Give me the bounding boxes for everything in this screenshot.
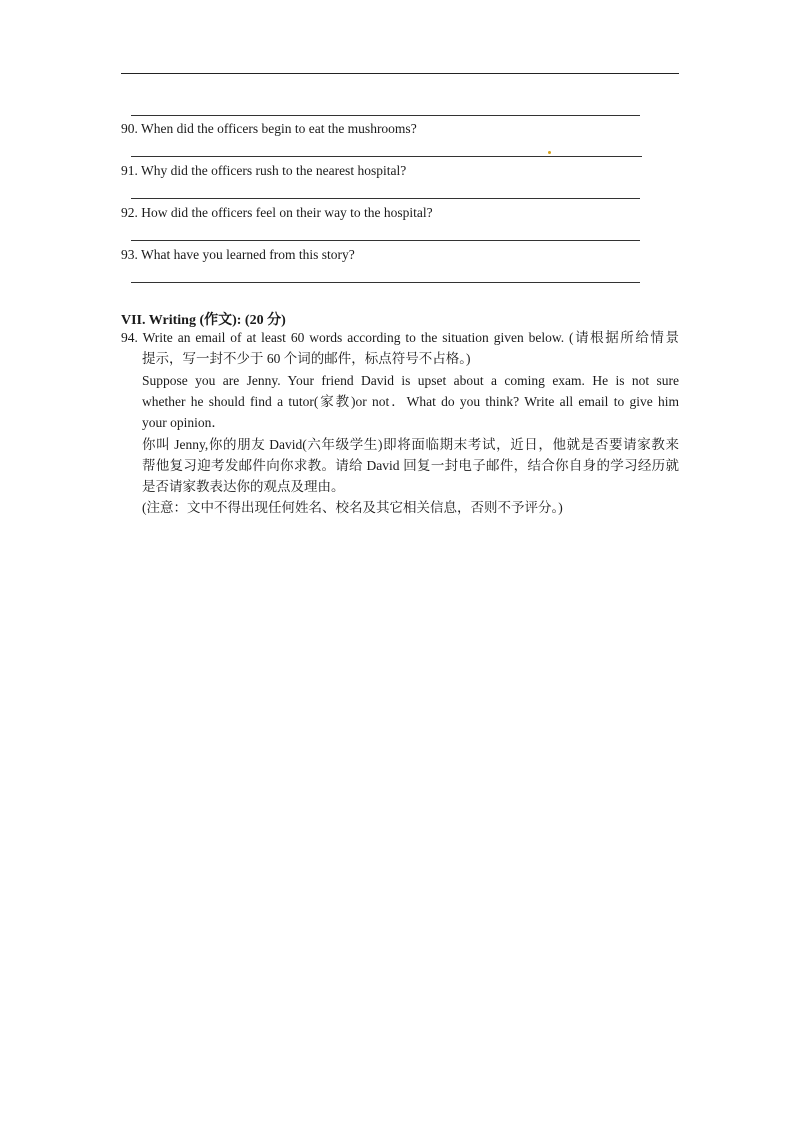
question-92: 92. How did the officers feel on their way to the hospital? — [121, 205, 433, 220]
answer-line — [131, 115, 640, 116]
question-90: 90. When did the officers begin to eat the mushrooms? — [121, 121, 417, 136]
writing-note: (注意：文中不得出现任何姓名、校名及其它相关信息，否则不予评分。) — [142, 500, 563, 515]
writing-prompt-line: 你叫 Jenny,你的朋友 David(六年级学生)即将面临期末考试，近日，他就是否要请家教来 — [142, 437, 679, 452]
writing-prompt-line: 帮他复习迎考发邮件向你求教。请给 David 回复一封电子邮件，结合你自身的学习经历就 — [142, 458, 679, 473]
writing-prompt-line: 94. Write an email of at least 60 words according to the situation given below. (请根据所给情景 — [121, 330, 679, 345]
answer-line — [131, 198, 640, 199]
header-rule — [121, 73, 679, 74]
answer-line — [131, 156, 642, 157]
answer-line — [131, 282, 640, 283]
question-93: 93. What have you learned from this story? — [121, 247, 355, 262]
ink-mark — [548, 151, 551, 154]
writing-prompt-line: Suppose you are Jenny. Your friend David is upset about a coming exam. He is not sure — [142, 373, 679, 388]
writing-prompt-line: your opinion． — [142, 415, 225, 430]
writing-prompt-line: 提示，写一封不少于 60 个词的邮件，标点符号不占格。) — [142, 351, 471, 366]
writing-prompt-line: 是否请家教表达你的观点及理由。 — [142, 479, 345, 494]
writing-section-heading: VII. Writing (作文): (20 分) — [121, 313, 286, 328]
question-91: 91. Why did the officers rush to the nearest hospital? — [121, 163, 407, 178]
answer-line — [131, 240, 640, 241]
writing-prompt-line: whether he should find a tutor(家教)or not．What do you think? Write all email to give him — [142, 394, 679, 409]
